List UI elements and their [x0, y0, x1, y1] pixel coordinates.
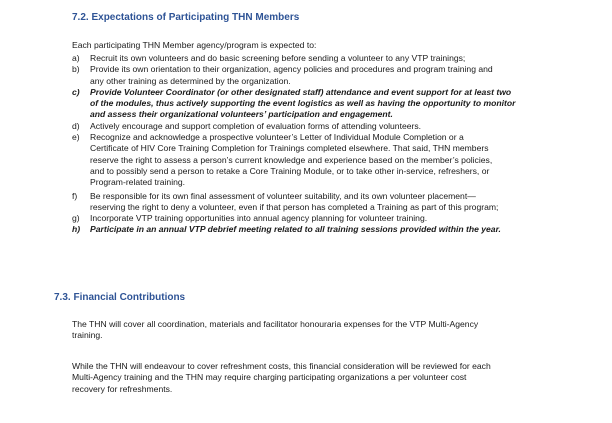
- section-intro: Each participating THN Member agency/program is expected to:: [72, 40, 317, 50]
- list-text: Recruit its own volunteers and do basic screening before sending a volunteer to any VTP trainings;: [90, 53, 466, 63]
- list-item-c: [72, 87, 592, 121]
- list-text: Participate in an annual VTP debrief meeting related to all training sessions provided within the year.: [90, 224, 501, 235]
- list-text: Provide Volunteer Coordinator (or other designated staff) attendance and event support for at least two of the modules, thus actively supporting the event logistics as well as having the opportunity to monitor and assess their organizational volunteers’ participation and engagement.: [90, 86, 516, 120]
- list-item-e: [72, 132, 592, 188]
- financial-paragraph-2: While the THN will endeavour to cover refreshment costs, this financial consideration will be reviewed for each Multi-Agency training and the THN may require charging participating organizations a per volunteer cost recovery for refreshments.: [72, 361, 491, 394]
- list-marker: b): [72, 64, 80, 75]
- list-item-h: [72, 224, 592, 235]
- list-text: Incorporate VTP training opportunities into annual agency planning for volunteer training.: [90, 213, 428, 224]
- list-marker: f): [72, 190, 78, 201]
- list-text: Actively encourage and support completion of evaluation forms of attending volunteers.: [90, 120, 422, 131]
- list-text: Be responsible for its own final assessment of volunteer suitability, and its own volunteer placement— reserving the right to deny a volunteer, even if that person has completed a Training as part of this program;: [90, 190, 499, 212]
- list-marker: c): [72, 86, 80, 97]
- financial-paragraph-1: The THN will cover all coordination, materials and facilitator honouraria expenses for the VTP Multi-Agency training.: [72, 319, 479, 341]
- list-marker: h): [72, 224, 81, 235]
- list-item-b: [72, 64, 592, 87]
- list-marker: a): [72, 53, 80, 63]
- expectations-list: [72, 53, 592, 236]
- list-text: Provide its own orientation to their organization, agency policies and procedures and program training and any other training as determined by the organization.: [90, 64, 493, 86]
- list-text: Recognize and acknowledge a prospective volunteer’s Letter of Individual Module Completion or a Certificate of HIV Core Training Completion for Trainings completed elsewhere. That said, THN members reserve the right to assess a person’s current knowledge and experience based on the member’s policies, and to possibly send a person to retake a Core Training Module, or to take other in-service, refreshers, or Program-related training.: [90, 132, 493, 188]
- list-item-f: [72, 191, 592, 214]
- section-heading-7-2: 7.2. Expectations of Participating THN Members: [72, 12, 300, 23]
- section-heading-7-3: 7.3. Financial Contributions: [54, 292, 186, 303]
- list-marker: e): [72, 132, 80, 143]
- list-marker: g): [72, 213, 80, 224]
- list-marker: d): [72, 120, 80, 131]
- list-item-g: [72, 213, 592, 224]
- list-item-a: [72, 53, 592, 64]
- list-item-d: [72, 121, 592, 132]
